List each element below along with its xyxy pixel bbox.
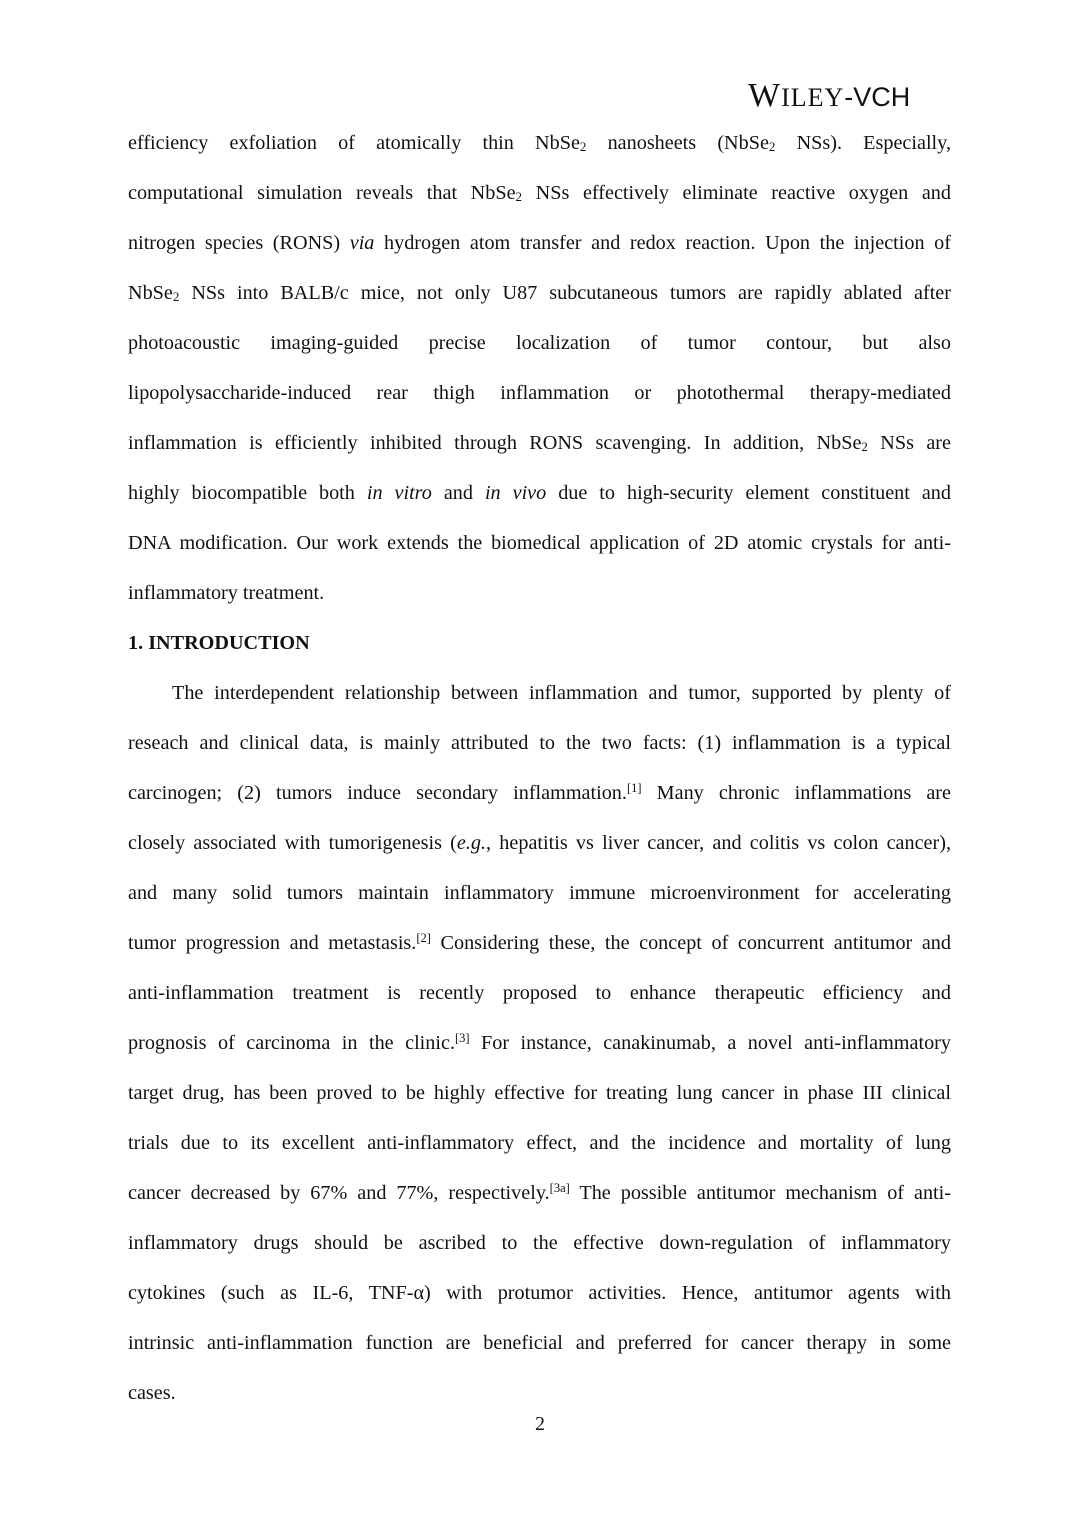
- text-line: target drug, has been proved to be highly effective for treating lung cancer in phase III clinical: [128, 1082, 951, 1104]
- text-line: inflammation is efficiently inhibited through RONS scavenging. In addition, NbSe$_2$ NSs are: [128, 432, 951, 454]
- text-line: tumor progression and metastasis.[2] Considering these, the concept of concurrent antitumor and: [128, 931, 951, 954]
- text-line: computational simulation reveals that NbSe$_2$ NSs effectively eliminate reactive oxygen and: [128, 182, 951, 204]
- text-line: reseach and clinical data, is mainly attributed to the two facts: (1) inflammation is a typical: [128, 732, 951, 754]
- section-heading: 1. INTRODUCTION: [128, 632, 310, 654]
- text-line: inflammatory drugs should be ascribed to the effective down-regulation of inflammatory: [128, 1232, 951, 1254]
- text-line: efficiency exfoliation of atomically thin NbSe$_2$ nanosheets (NbSe$_2$ NSs). Especially,: [128, 132, 951, 154]
- text-line: trials due to its excellent anti-inflammatory effect, and the incidence and mortality of lung: [128, 1132, 951, 1154]
- text-line: cases.: [128, 1382, 176, 1404]
- text-line: nitrogen species (RONS) via hydrogen atom transfer and redox reaction. Upon the injection of: [128, 232, 951, 254]
- text-line: inflammatory treatment.: [128, 582, 325, 604]
- text-line: and many solid tumors maintain inflammatory immune microenvironment for accelerating: [128, 882, 951, 904]
- logo-name: ILEY: [781, 83, 845, 112]
- text-line: NbSe$_2$ NSs into BALB/c mice, not only U87 subcutaneous tumors are rapidly ablated after: [128, 282, 951, 304]
- text-line: carcinogen; (2) tumors induce secondary inflammation.[1] Many chronic inflammations are: [128, 781, 951, 804]
- text-line: highly biocompatible both in vitro and in vivo due to high-security element constituent and: [128, 482, 951, 504]
- text-line: prognosis of carcinoma in the clinic.[3] For instance, canakinumab, a novel anti-inflammatory: [128, 1031, 951, 1054]
- text-line: photoacoustic imaging-guided precise localization of tumor contour, but also: [128, 332, 951, 354]
- text-line: The interdependent relationship between inflammation and tumor, supported by plenty of: [172, 682, 951, 704]
- logo-suffix: -VCH: [844, 82, 911, 112]
- text-line: DNA modification. Our work extends the biomedical application of 2D atomic crystals for anti-: [128, 532, 951, 554]
- text-line: closely associated with tumorigenesis (e.g., hepatitis vs liver cancer, and colitis vs colon cancer),: [128, 832, 951, 854]
- text-line: cancer decreased by 67% and 77%, respectively.[3a] The possible antitumor mechanism of anti-: [128, 1181, 951, 1204]
- logo-initial: W: [748, 77, 782, 114]
- text-line: lipopolysaccharide-induced rear thigh inflammation or photothermal therapy-mediated: [128, 382, 951, 404]
- publisher-logo: [748, 78, 910, 116]
- text-line: cytokines (such as IL-6, TNF-α) with protumor activities. Hence, antitumor agents with: [128, 1282, 951, 1304]
- text-line: intrinsic anti-inflammation function are beneficial and preferred for cancer therapy in some: [128, 1332, 951, 1354]
- page-number: 2: [535, 1413, 545, 1435]
- text-line: anti-inflammation treatment is recently proposed to enhance therapeutic efficiency and: [128, 982, 951, 1004]
